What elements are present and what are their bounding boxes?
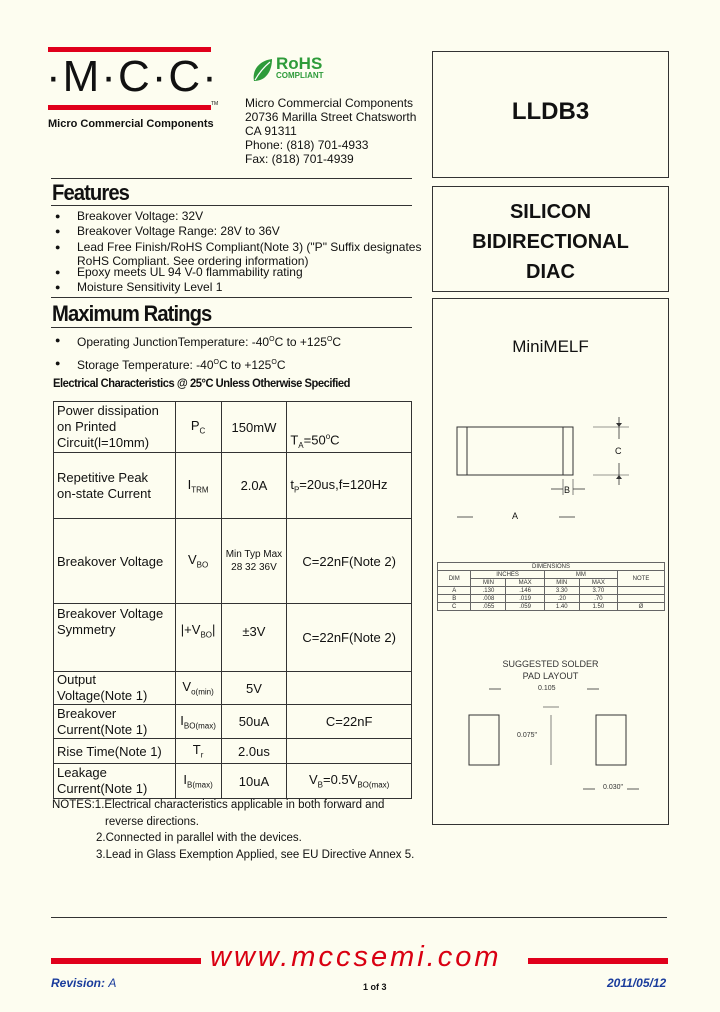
- condition-cell: C=22nF(Note 2): [287, 604, 412, 672]
- param-cell: Leakage Current(Note 1): [54, 764, 176, 799]
- footer-red-bar-right: [528, 958, 668, 964]
- note-line: 2.Connected in parallel with the devices.: [96, 832, 302, 844]
- param-cell: Rise Time(Note 1): [54, 739, 176, 764]
- feature-item: ● Breakover Voltage: 32V: [52, 209, 432, 224]
- param-cell: Power dissipation on Printed Circuit(l=10mm): [54, 402, 176, 453]
- package-name: MiniMELF: [512, 337, 589, 356]
- description-line: BIDIRECTIONAL: [472, 231, 629, 253]
- dim-col-min: MIN: [544, 579, 579, 587]
- feature-item-continuation: RoHS Compliant. See ordering information): [77, 253, 309, 268]
- value-cell: 2.0us: [221, 739, 287, 764]
- symbol-cell: $V_{BO}$: [175, 519, 221, 604]
- symbol-cell: $|+V_{BO}|$: [175, 604, 221, 672]
- table-row: [54, 519, 412, 604]
- condition-cell: [287, 739, 412, 764]
- electrical-heading: Electrical Characteristics @ 25°C Unless Otherwise Specified: [53, 376, 350, 390]
- param-cell: Breakover Voltage: [54, 519, 176, 604]
- value-cell: 10uA: [221, 764, 287, 799]
- dim-table-title: DIMENSIONS: [438, 563, 665, 571]
- solder-layout-title: SUGGESTED SOLDER PAD LAYOUT: [502, 659, 599, 681]
- value-cell: 150mW: [221, 402, 287, 453]
- feature-item: ● Breakover Voltage Range: 28V to 36V: [52, 224, 432, 239]
- solder-pad-right: [596, 715, 626, 765]
- dim-label-a: A: [512, 511, 519, 521]
- solder-pad-left: [469, 715, 499, 765]
- revision-value: A: [108, 976, 117, 990]
- operating-temp: ● Operating JunctionTemperature: $-40^OC$ to $+125^OC$: [52, 333, 432, 350]
- solder-pad-drawing: [433, 683, 668, 813]
- address-line: Fax: (818) 701-4939: [245, 152, 354, 166]
- dim-col-max: MAX: [579, 579, 617, 587]
- note-line: 3.Lead in Glass Exemption Applied, see EU Directive Annex 5.: [96, 848, 415, 861]
- table-row: [54, 402, 412, 453]
- dim-0030: 0.030": [603, 784, 624, 791]
- revision-date: 2011/05/12: [607, 976, 667, 990]
- dim-row: B .008 .019 .20 .70: [438, 595, 665, 603]
- address-line: CA 91311: [245, 124, 297, 138]
- footer-red-bar-left: [51, 958, 201, 964]
- value-cell: 50uA: [221, 705, 287, 739]
- value-cell: 2.0A: [221, 453, 287, 519]
- page-number: 1 of 3: [363, 982, 387, 992]
- features-list: [52, 209, 432, 294]
- feature-item: ● Lead Free Finish/RoHS Compliant(Note 3) ("P" Suffix designates: [52, 240, 432, 255]
- condition-cell: $T_A=50^oC$: [287, 402, 412, 453]
- table-row: [54, 705, 412, 739]
- revision: [51, 976, 116, 990]
- rohs-title: RoHS: [276, 54, 323, 73]
- logo-tm: TM: [211, 101, 219, 107]
- address-line: 20736 Marilla Street Chatsworth: [245, 110, 417, 124]
- dim-label-c: C: [615, 446, 622, 456]
- feature-item: ● Epoxy meets UL 94 V-0 flammability rating: [52, 265, 432, 280]
- description-box: [432, 186, 669, 292]
- table-row: [54, 764, 412, 799]
- notes: [52, 797, 432, 863]
- dim-col-dim: DIM: [438, 571, 471, 587]
- dim-col-inches: INCHES: [471, 571, 544, 579]
- part-number: LLDB3: [511, 98, 590, 125]
- dim-col-min: MIN: [471, 579, 506, 587]
- table-row: [54, 604, 412, 672]
- rohs-subtitle: COMPLIANT: [276, 71, 324, 80]
- value-cell: ±3V: [221, 604, 287, 672]
- condition-cell: $t_P=20us,f=120Hz$: [287, 453, 412, 519]
- package-outline-drawing: [433, 409, 668, 649]
- temp-ratings: [52, 333, 432, 372]
- value-cell: Min Typ Max 28 32 36V: [221, 519, 287, 604]
- storage-temp: ● Storage Temperature: $-40^OC$ to $+125^OC$: [52, 356, 432, 373]
- dim-0105: 0.105: [538, 685, 556, 692]
- rohs-badge: [250, 54, 340, 87]
- condition-cell: C=22nF(Note 2): [287, 519, 412, 604]
- dimensions-table: [437, 562, 665, 611]
- features-rule-bottom: [51, 205, 412, 206]
- dim-col-max: MAX: [506, 579, 544, 587]
- table-row: [54, 453, 412, 519]
- package-box: [432, 298, 669, 825]
- ratings-rule-bottom: [51, 327, 412, 328]
- dim-col-mm: MM: [544, 571, 617, 579]
- address-line: Micro Commercial Components: [245, 96, 414, 110]
- note-line: NOTES:1.Electrical characteristics applicable in both forward and: [52, 799, 385, 811]
- symbol-cell: $T_r$: [175, 739, 221, 764]
- dim-row: C .055 .059 1.40 1.50 Ø: [438, 603, 665, 611]
- header-red-bar-bottom: [48, 105, 211, 110]
- features-rule-top: [51, 178, 412, 179]
- company-address: [245, 96, 416, 166]
- dim-0075: 0.075": [517, 732, 538, 739]
- param-cell: Breakover Current(Note 1): [54, 705, 176, 739]
- dim-col-note: NOTE: [618, 571, 665, 587]
- value-cell: 5V: [221, 672, 287, 705]
- symbol-cell: $I_{TRM}$: [175, 453, 221, 519]
- symbol-cell: $I_{B(max)}$: [175, 764, 221, 799]
- param-cell: Breakover Voltage Symmetry: [54, 604, 176, 672]
- leaf-icon: [250, 57, 274, 85]
- condition-cell: [287, 672, 412, 705]
- description-line: SILICON: [509, 201, 592, 223]
- param-cell: Repetitive Peak on-state Current: [54, 453, 176, 519]
- condition-cell: $V_B=0.5V_{BO(max)}$: [287, 764, 412, 799]
- table-row: [54, 672, 412, 705]
- max-ratings-title: Maximum Ratings: [52, 301, 212, 326]
- ratings-rule-top: [51, 297, 412, 298]
- note-line: reverse directions.: [105, 815, 199, 828]
- logo-subtitle: Micro Commercial Components: [48, 118, 214, 130]
- param-cell: Output Voltage(Note 1): [54, 672, 176, 705]
- footer-rule: [51, 917, 667, 918]
- revision-label: Revision:: [51, 976, 106, 990]
- condition-cell: C=22nF: [287, 705, 412, 739]
- part-number-box: [432, 51, 669, 178]
- description-line: DIAC: [526, 261, 575, 283]
- mcc-logo: ·M·C·C·: [46, 52, 219, 101]
- diode-body: [457, 427, 573, 475]
- dim-label-b: B: [564, 485, 571, 495]
- website-link[interactable]: www.mccsemi.com: [210, 941, 502, 973]
- address-line: Phone: (818) 701-4933: [245, 138, 369, 152]
- dim-row: A .130 .146 3.30 3.70: [438, 587, 665, 595]
- feature-item: ● Moisture Sensitivity Level 1: [52, 280, 432, 295]
- symbol-cell: $V_{o(min)}$: [175, 672, 221, 705]
- table-row: [54, 739, 412, 764]
- symbol-cell: $I_{BO(max)}$: [175, 705, 221, 739]
- features-title: Features: [52, 180, 130, 205]
- ratings-table: [53, 401, 412, 799]
- symbol-cell: $P_C$: [175, 402, 221, 453]
